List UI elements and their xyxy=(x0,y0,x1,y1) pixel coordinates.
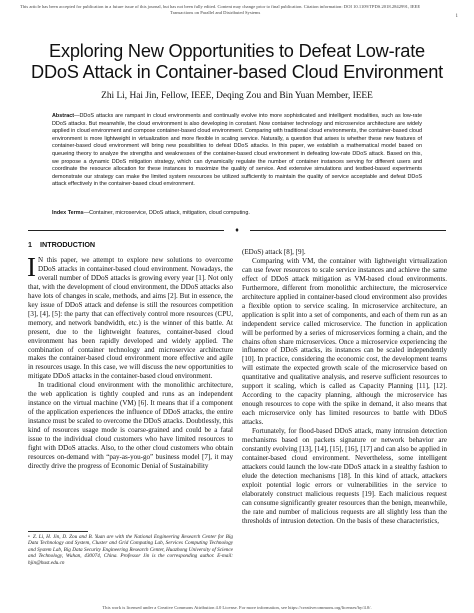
intro-paragraph-1 xyxy=(27,252,233,381)
paper-title: Exploring New Opportunities to Defeat Low-rate DDoS Attack in Container-based Cloud Environment xyxy=(31,41,443,82)
abstract-label: Abstract xyxy=(52,113,75,119)
intro-paragraph-2: In traditional cloud environment with the monolithic architecture, the web application is tightly coupled and runs as an independent instance on the virtual machine (VM) [6]. It means that if a component of the application experiences the influence of DDoS attacks, the entire instance must be scaled to overcome the DDoS attacks. Doubtlessly, this kind of resources usage mode is coarse-grained and could be a fatal issue to the individual cloud customers who have limited resources to fight with DDoS attacks. Also, to the other cloud customers who obtain resources on-demand with “pay-as-you-go” business model [7], it may directly drive the progress of Economic Denial of Sustainability xyxy=(28,381,233,470)
index-terms-label: Index Terms xyxy=(52,210,84,216)
index-terms-text: —Container, microservice, DDoS attack, mitigation, cloud computing. xyxy=(83,210,250,216)
abstract xyxy=(52,113,422,189)
divider-line-right xyxy=(250,230,446,231)
body-column-right xyxy=(242,248,447,526)
section-number: 1 xyxy=(28,240,32,249)
divider-line-left xyxy=(28,230,224,231)
abstract-text: —DDoS attacks are rampant in cloud environments and continually evolve into more sophisticated and intelligent modalities, such as low-rate DDoS attacks. But meanwhile, the cloud environment is also developing in constant. Now container technology and microservice architecture are widely applied in cloud environment and compose container-based cloud environment. Comparing with traditional cloud environments, the container-based cloud environment is more lightweight in virtualization and more flexible in scaling service. Naturally, a question that arises is whether these new features of container-based cloud environment will bring new possibilities to defeat DDoS attacks. In this paper, we establish a mathematical model based on queueing theory to analyze the strengths and weaknesses of the container-based cloud environment in defeating low-rate DDoS attack. Based on this, we propose a dynamic DDoS mitigation strategy, which can dynamically regulate the number of container instances serving for different users and coordinate the resource allocation for these instances to maximize the quality of service. And extensive simulations and testbed-based experiments demonstrate our strategy can make the limited system resources be utilized sufficiently to maintain the quality of service acceptable and defeat DDoS attack effectively in the container-based cloud environment. xyxy=(52,113,422,188)
footnote-bullet: • xyxy=(28,534,30,540)
notice-line-1: This article has been accepted for publication in a future issue of this journal, but has not been fully edited. Content may change prior to final publication. Citation information: DOI 10.1109/TPDS.2018.2842991, IEEE xyxy=(20,4,421,9)
footnote-rule xyxy=(28,531,88,532)
page-number: 1 xyxy=(455,14,458,19)
notice-line-2: Transactions on Parallel and Distributed Systems xyxy=(170,10,261,15)
license-footer: This work is licensed under a Creative Commons Attribution 4.0 License. For more information, see https://creativecommons.org/licenses/by/4.0/. xyxy=(102,605,372,610)
section-divider xyxy=(28,226,446,234)
intro-continuation: (EDoS) attack [8], [9]. xyxy=(242,248,306,256)
section-heading xyxy=(28,240,228,249)
diamond-icon: ♦ xyxy=(235,226,239,234)
body-column-left xyxy=(27,252,233,471)
intro-paragraph-1-text: N this paper, we attempt to explore new solutions to overcome DDoS attacks in container-based cloud environment. Nowadays, the overall number of DDoS attacks is growing every year [1]. Not only that, with the development of cloud environment, the DDoS attacks also have lots of changes in scale, methods, and aims [2]. But in essence, the key issue of DDoS attack and defense is still the resources competition [3], [4], [5]: the party that can effectively control more resources (CPU, memory, and network bandwidth, etc.) is the winner of this battle. At present, due to the lightweight features, container-based cloud environment has been rapidly developed and widely applied. The combination of container technology and microservice architecture makes the container-based cloud environment more effective and agile in resources usage. In this case, we will discuss the new opportunities to mitigate DDoS attacks in the container-based cloud environment. xyxy=(28,256,233,381)
footnote-text: Z. Li, H. Jin, D. Zou and B. Yuan are with the National Engineering Research Center for Big Data Technology and System, Cluster and Grid Computing Lab, Services Computing Technology and System Lab, Big Data Security Engineering Research Center, Huazhong University of Science and Technology, Wuhan, 430074, China. Professor Jin is the corresponding author. E-mail: hjin@hust.edu.cn xyxy=(28,534,233,566)
author-affiliation-footnote xyxy=(28,534,233,566)
author-list: Zhi Li, Hai Jin, Fellow, IEEE, Deqing Zou and Bin Yuan Member, IEEE xyxy=(101,91,373,101)
index-terms xyxy=(52,210,422,218)
drop-cap: I xyxy=(27,252,36,282)
publication-notice xyxy=(20,4,440,16)
intro-paragraph-3: Comparing with VM, the container with lightweight virtualization can use fewer resources to scale service instances and achieve the same effect of DDoS attack mitigation as VM-based cloud environments. Furthermore, different from monolithic architecture, the microservice architecture applied in container-based cloud environment also provides a flexible option to service scaling. In microservice architecture, an application is split into a set of components, and each of them run as an independent service called microservice. The function in application will be performed by a series of microservices forming a chain, and the chains often share microservices. Once a microservice experiencing the influence of DDoS attacks, its instances can be scaled independently [10]. In practice, considering the economic cost, the development teams will estimate the expected growth scale of the microservice based on quantitative and qualitative analysis, and reserve sufficient resources to support it scaling, which is called as Capacity Planning [11], [12]. According to the capacity planning, although the microservice has enough resources to cope with the spike in demand, it also means that each microservice only has limited resources to battle with DDoS attacks. xyxy=(242,256,447,427)
section-title: INTRODUCTION xyxy=(40,240,96,249)
intro-paragraph-4: Fortunately, for flood-based DDoS attack, many intrusion detection mechanisms based on packets signature or network behavior are constantly evolving [13], [14], [15], [16], [17] and can also be applied in container-based cloud environment. Nevertheless, some intelligent attackers could launch the low-rate DDoS attack in a stealthy fashion to elude the detection mechanisms [18]. In this kind of attack, attackers exploit potential logic errors or vulnerabilities in the service to elaborately construct malicious requests [19]. Each malicious request can consume significantly greater resources than the benign, meanwhile, the rate and number of malicious requests are all slightly less than the thresholds of intrusion detection. On the basis of these characteristics, xyxy=(242,427,447,525)
